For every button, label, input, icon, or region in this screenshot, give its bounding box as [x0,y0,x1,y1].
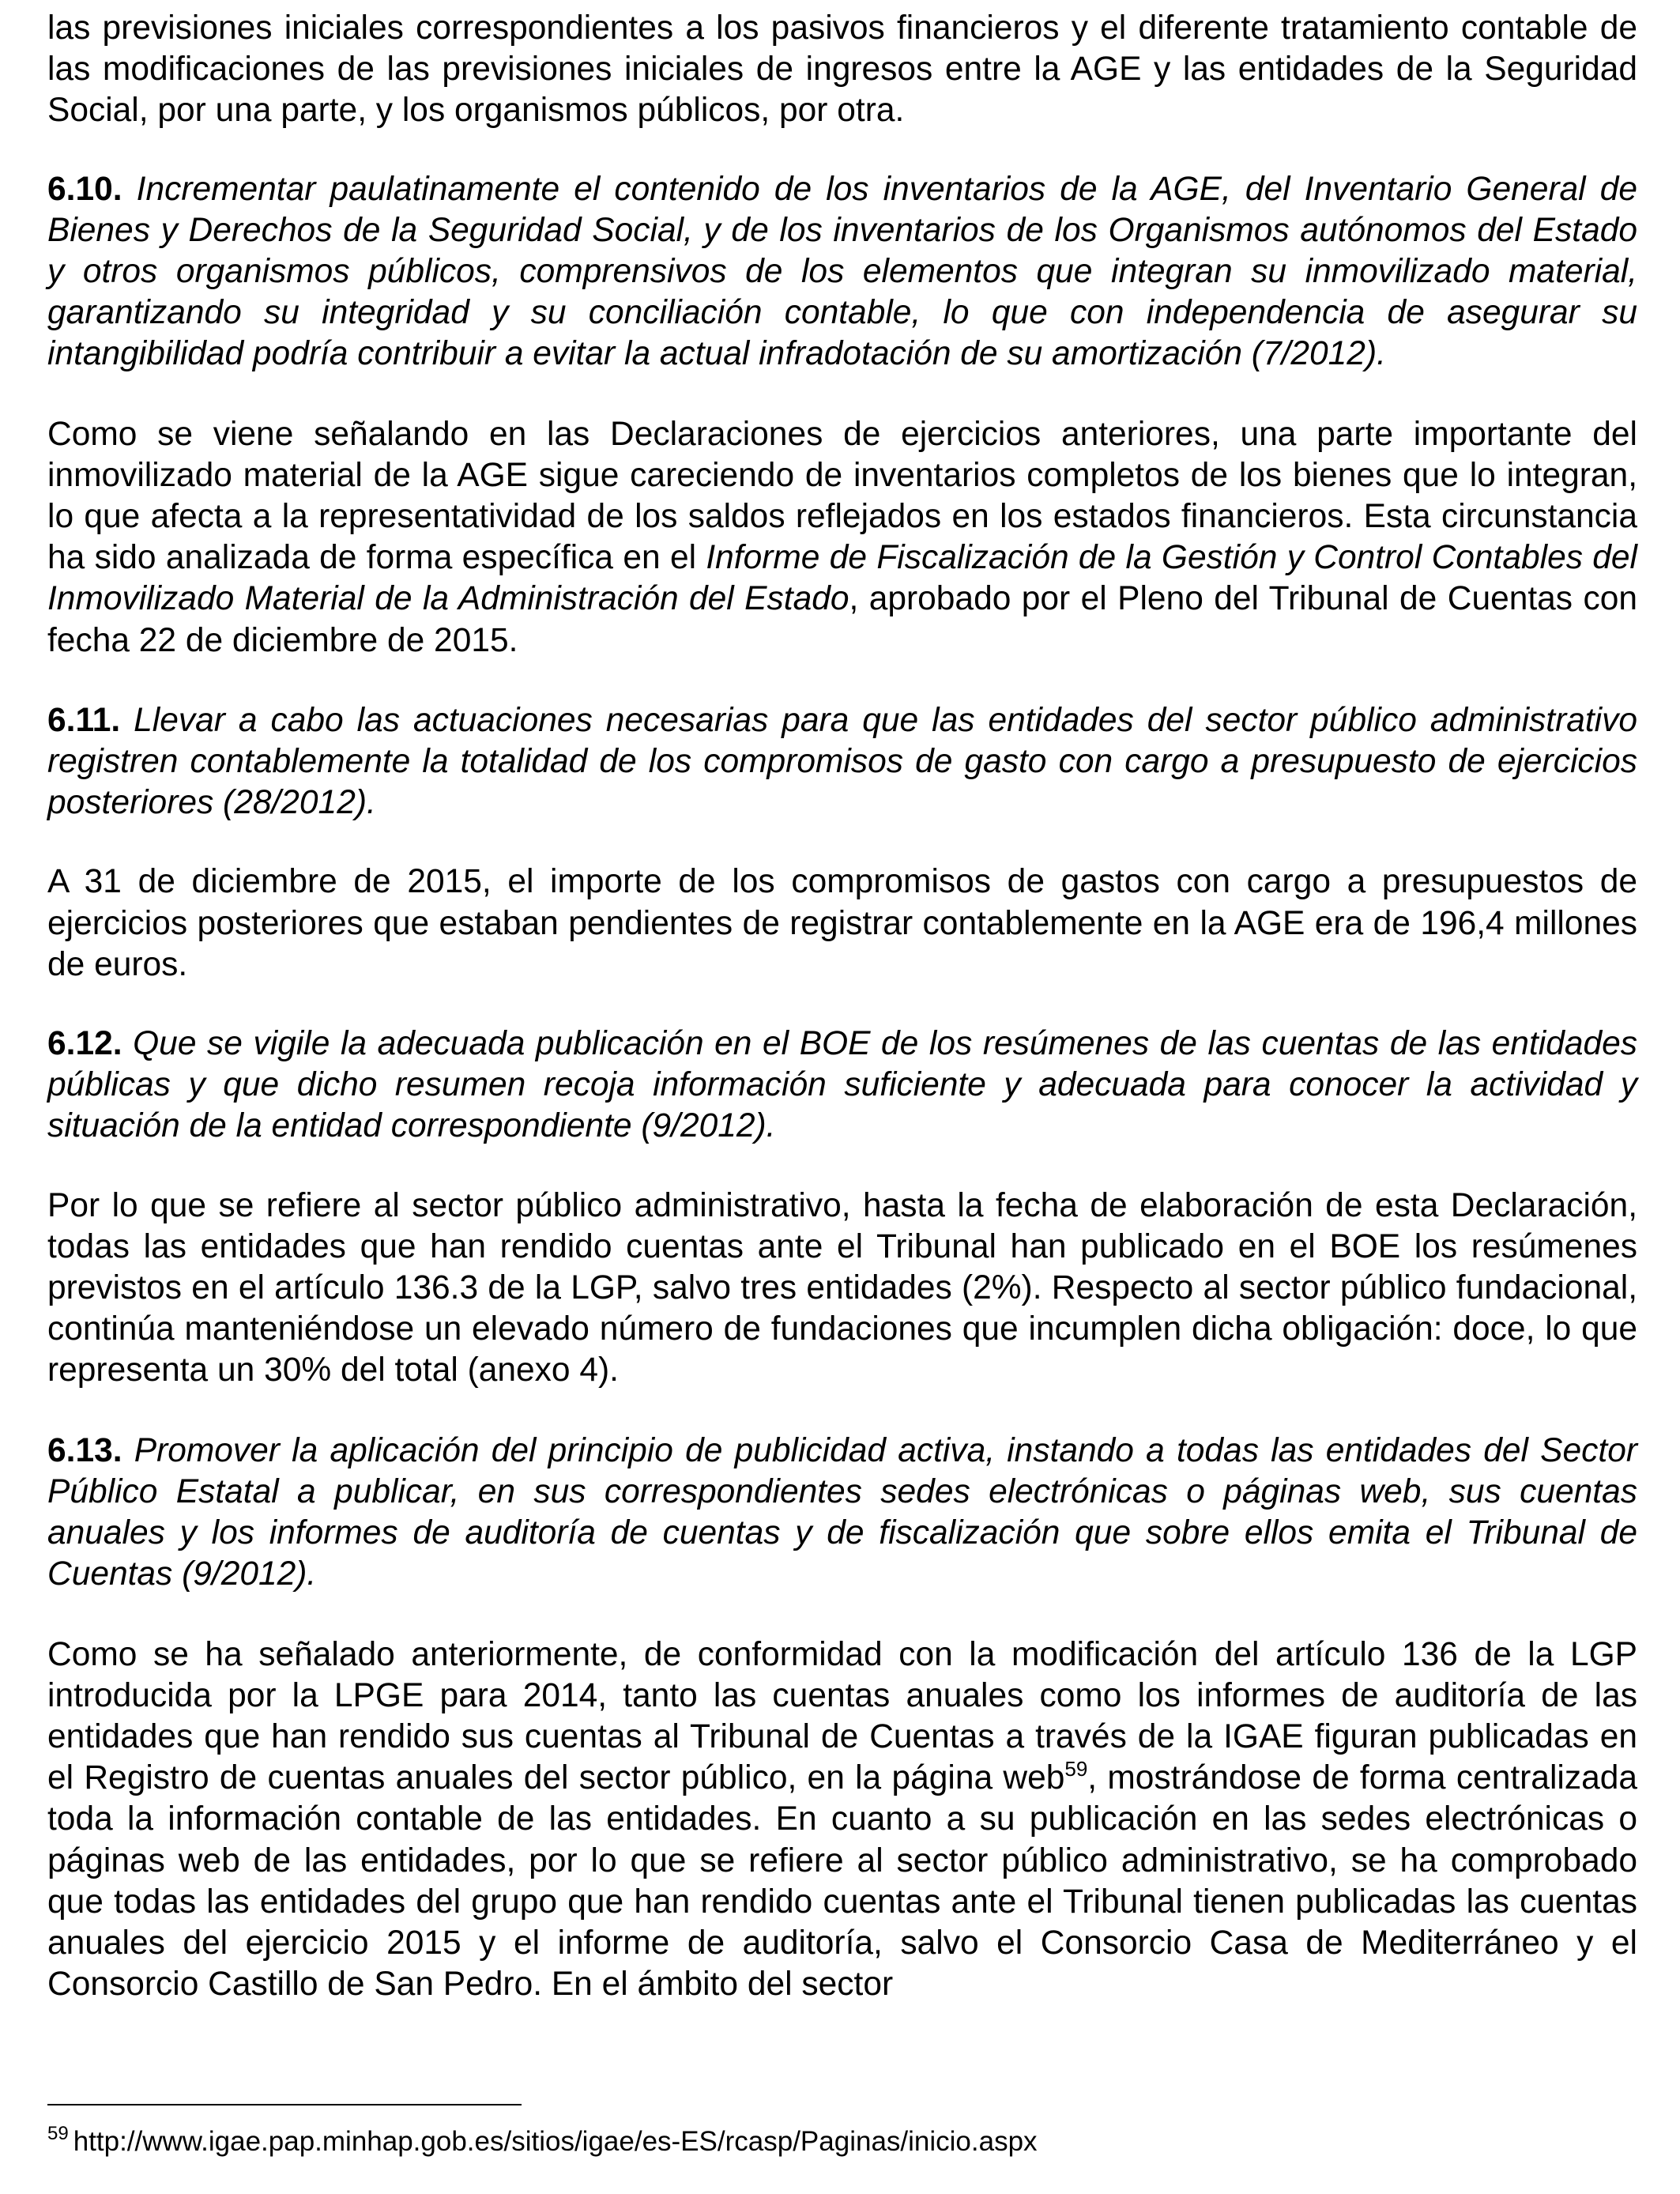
recommendation-number: 6.11. [47,701,121,739]
footnote [47,2124,1637,2159]
paragraph-inventarios: Como se viene señalando en las Declaraciones de ejercicios anteriores, una parte importante del inmovilizado material de la AGE sigue careciendo de inventarios completos de los bienes que lo integran, lo que afecta a la representatividad de los saldos reflejados en los estados financieros. Esta circunstancia ha sido analizada de forma específica en el Informe de Fiscalización de la Gestión y Control Contables del Inmovilizado Material de la Administración del Estado, aprobado por el Pleno del Tribunal de Cuentas con fecha 22 de diciembre de 2015. [47,415,1638,659]
recommendation-text: Que se vigile la adecuada publicación en el BOE de los resúmenes de las cuentas de las entidades públicas y que dicho resumen recoja información suficiente y adecuada para conocer la actividad y situación de la entidad correspondiente (9/2012). [47,1025,1637,1145]
report-title: Informe de Fiscalización de la Gestión y Control Contables del Inmovilizado Material de la Administración del Estado [47,539,1637,618]
recommendation-text: Incrementar paulatinamente el contenido de los inventarios de la AGE, del Inventario General de Bienes y Derechos de la Seguridad Social, y de los inventarios de los Organismos autónomos del Estado y otros organismos públicos, comprensivos de los elementos que integran su inmovilizado material, garantizando su integridad y su conciliación contable, lo que con independencia de asegurar su intangibilidad podría contribuir a evitar la actual infradotación de su amortización (7/2012). [47,170,1637,373]
recommendation-6-11 [47,700,1637,824]
document-body [47,8,1637,2005]
recommendation-number: 6.10. [47,170,122,208]
recommendation-6-13 [47,1431,1637,1596]
recommendation-number: 6.12. [47,1025,122,1063]
recommendation-text: Llevar a cabo las actuaciones necesarias para que las entidades del sector público administrativo registren contablemente la totalidad de los compromisos de gasto con cargo a presupuesto de ejercicios posteriores (28/2012). [47,701,1638,822]
recommendation-number: 6.13. [47,1431,122,1469]
paragraph-boe: Por lo que se refiere al sector público administrativo, hasta la fecha de elaboración de esta Declaración, todas las entidades que han rendido cuentas ante el Tribunal han publicado en el BOE los resúmenes previstos en el artículo 136.3 de la LGP, salvo tres entidades (2%). Respecto al sector público fundacional, continúa manteniéndose un elevado número de fundaciones que incumplen dicha obligación: doce, lo que representa un 30% del total (anexo 4). [47,1186,1637,1389]
footnote-link[interactable]: http://www.igae.pap.minhap.gob.es/sitios/igae/es-ES/rcasp/Paginas/inicio.aspx [73,2126,1038,2157]
recommendation-text: Promover la aplicación del principio de publicidad activa, instando a todas las entidades del Sector Público Estatal a publicar, en sus correspondientes sedes electrónicas o páginas web, sus cuentas anuales y los informes de auditoría de cuentas y de fiscalización que sobre ellos emita el Tribunal de Cuentas (9/2012). [47,1431,1637,1593]
footnote-reference[interactable]: 59 [1064,1757,1088,1781]
footnote-separator [47,2104,522,2105]
footnote-number: 59 [47,2123,69,2144]
recommendation-6-10 [47,169,1637,375]
recommendation-6-12 [47,1023,1637,1148]
paragraph-publicidad: Como se ha señalado anteriormente, de conformidad con la modificación del artículo 136 de la LGP introducida por la LPGE para 2014, tanto las cuentas anuales como los informes de auditoría de las entidades que han rendido sus cuentas al Tribunal de Cuentas a través de la IGAE figuran publicadas en el Registro de cuentas anuales del sector público, en la página web$^{59}$, mostrándose de forma centralizada toda la información contable de las entidades. En cuanto a su publicación en las sedes electrónicas o páginas web de las entidades, por lo que se refiere al sector público administrativo, se ha comprobado que todas las entidades del grupo que han rendido cuentas ante el Tribunal tienen publicadas las cuentas anuales del ejercicio 2015 y el informe de auditoría, salvo el Consorcio Casa de Mediterráneo y el Consorcio Castillo de San Pedro. En el ámbito del sector [47,1635,1637,2004]
paragraph-continuation: las previsiones iniciales correspondientes a los pasivos financieros y el diferente tratamiento contable de las modificaciones de las previsiones iniciales de ingresos entre la AGE y las entidades de la Seguridad Social, por una parte, y los organismos públicos, por otra. [47,9,1637,130]
paragraph-compromisos: A 31 de diciembre de 2015, el importe de los compromisos de gastos con cargo a presupuestos de ejercicios posteriores que estaban pendientes de registrar contablemente en la AGE era de 196,4 millones de euros. [47,863,1637,983]
